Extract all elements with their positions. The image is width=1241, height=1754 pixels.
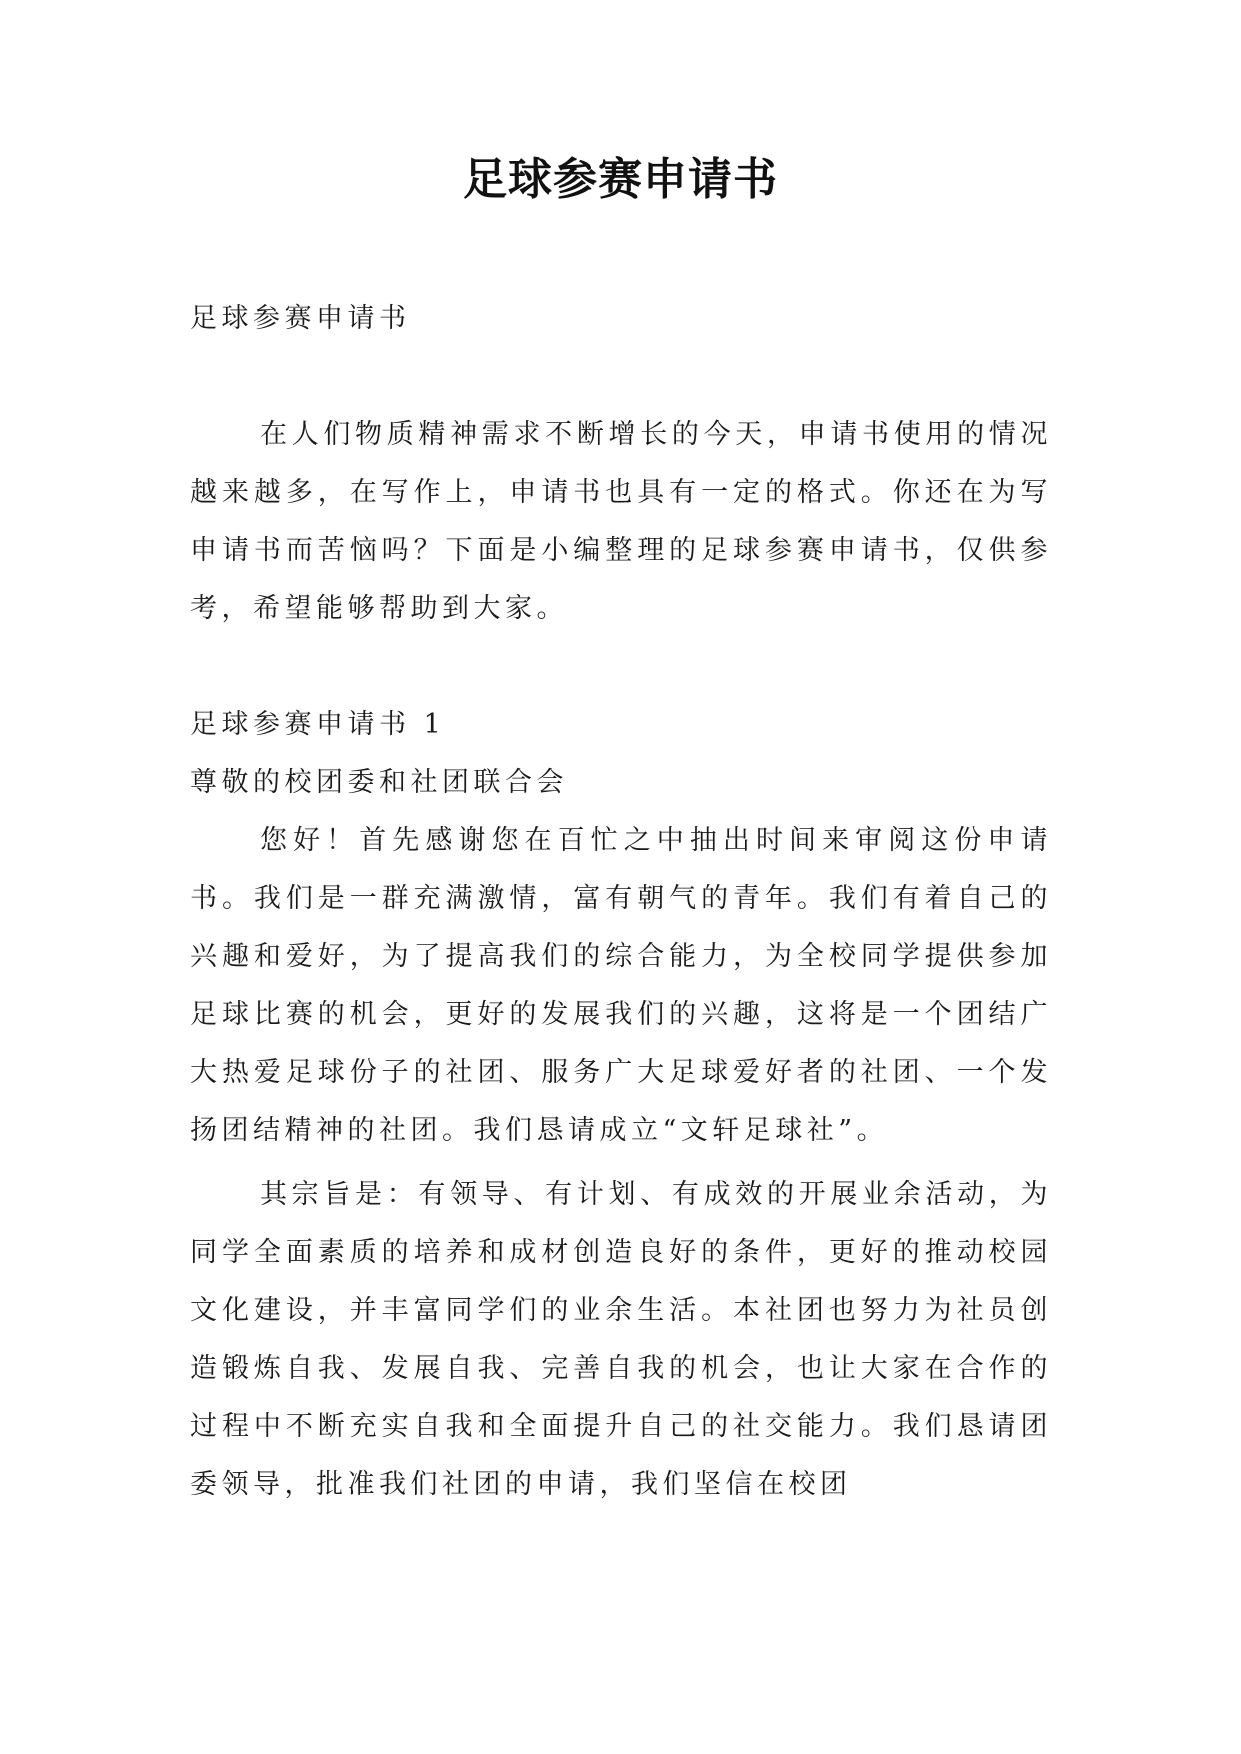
- body-paragraph-2: 其宗旨是：有领导、有计划、有成效的开展业余活动，为同学全面素质的培养和成材创造良好的条件，更好的推动校园文化建设，并丰富同学们的业余生活。本社团也努力为社员创造锻炼自我、发展自我、完善自我的机会，也让大家在合作的过程中不断充实自我和全面提升自己的社交能力。我们恳请团委领导，批准我们社团的申请，我们坚信在校团: [190, 1179, 1052, 1500]
- intro-paragraph: 在人们物质精神需求不断增长的今天，申请书使用的情况越来越多，在写作上，申请书也具有一定的格式。你还在为写申请书而苦恼吗？下面是小编整理的足球参赛申请书，仅供参考，希望能够帮助到大家。: [190, 419, 1052, 624]
- body-paragraph-1: 您好！首先感谢您在百忙之中抽出时间来审阅这份申请书。我们是一群充满激情，富有朝气的青年。我们有着自己的兴趣和爱好，为了提高我们的综合能力，为全校同学提供参加足球比赛的机会，更好的发展我们的兴趣，这将是一个团结广大热爱足球份子的社团、服务广大足球爱好者的社团、一个发扬团结精神的社团。我们恳请成立“文轩足球社”。: [190, 825, 1052, 1146]
- subheading: 足球参赛申请书: [190, 303, 411, 334]
- salutation: 尊敬的校团委和社团联合会: [190, 767, 568, 798]
- section-heading: 足球参赛申请书 1: [190, 709, 446, 740]
- document-body: [190, 290, 1052, 1514]
- document-title: 足球参赛申请书: [463, 154, 778, 205]
